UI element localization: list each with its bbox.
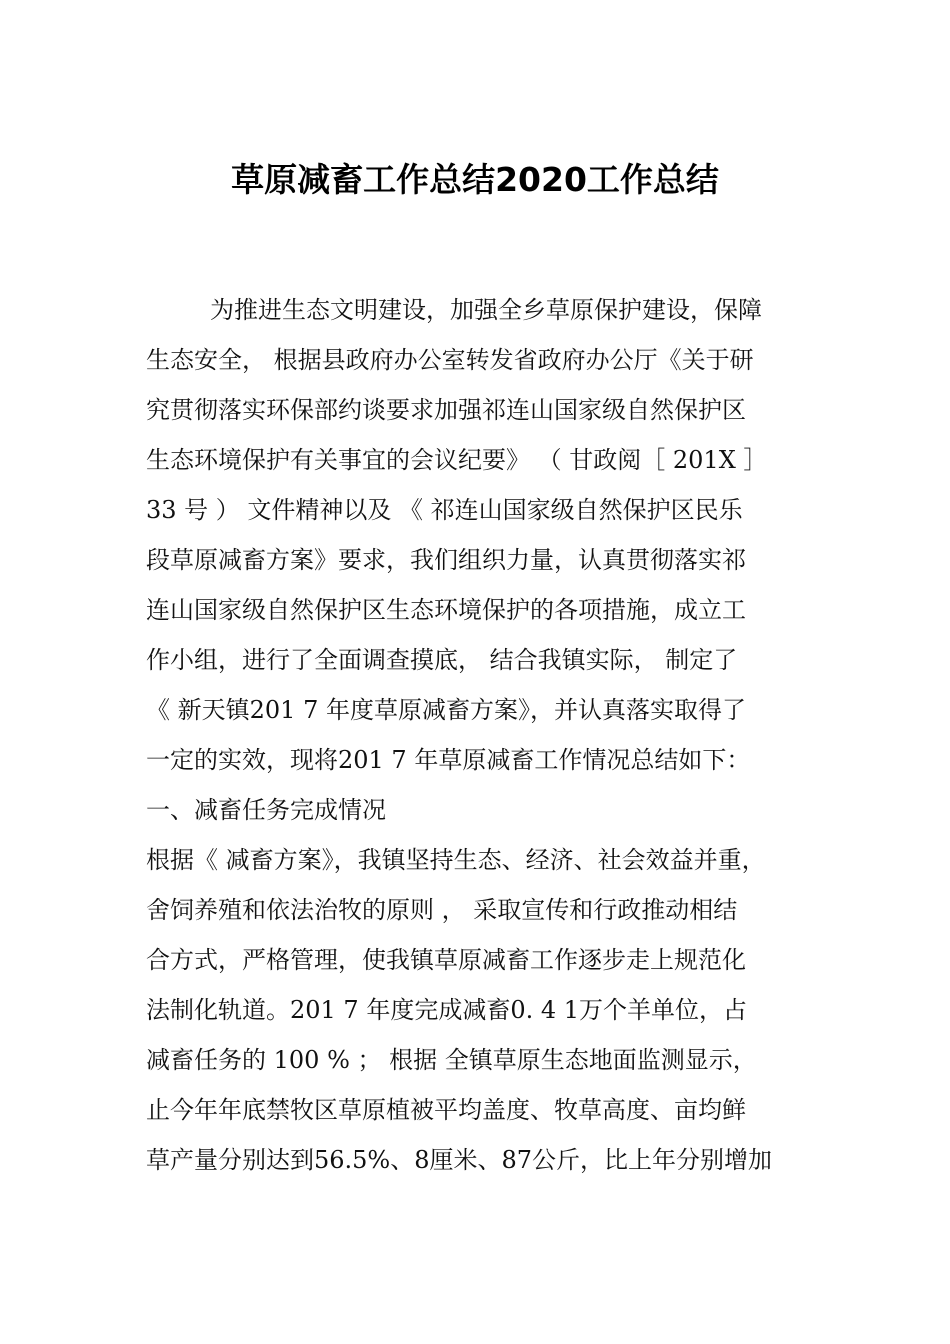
paragraph-line-8: 作小组，进行了全面调查摸底， 结合我镇实际， 制定了 [146, 646, 738, 674]
paragraph-line-1: 为推进生态文明建设，加强全乡草原保护建设，保障 [210, 296, 762, 324]
paragraph-line-2: 生态安全， 根据县政府办公室转发省政府办公厅《关于研 [146, 346, 754, 374]
paragraph-line-5: 33 号 ） 文件精神以及 《 祁连山国家级自然保护区民乐 [146, 496, 743, 524]
document-title: 草原减畜工作总结2020工作总结 [231, 160, 719, 199]
paragraph-line-12: 舍饲养殖和依法治牧的原则 ， 采取宣传和行政推动相结 [146, 896, 738, 924]
section-heading-1: 一、减畜任务完成情况 [146, 796, 386, 824]
paragraph-line-14: 法制化轨道。201 7 年度完成减畜0. 4 1万个羊单位，占 [146, 996, 748, 1024]
paragraph-line-6: 段草原减畜方案》要求，我们组织力量，认真贯彻落实祁 [146, 546, 746, 574]
paragraph-line-9: 《 新天镇201 7 年度草原减畜方案》，并认真落实取得了 [146, 696, 746, 724]
paragraph-line-4: 生态环境保护有关事宜的会议纪要》 （ 甘政阅［ 201X ］ [146, 446, 768, 474]
paragraph-line-15: 减畜任务的 100 % ； 根据 全镇草原生态地面监测显示， [146, 1046, 757, 1074]
paragraph-line-11: 根据《 减畜方案》，我镇坚持生态、经济、社会效益并重， [146, 846, 766, 874]
paragraph-line-7: 连山国家级自然保护区生态环境保护的各项措施，成立工 [146, 596, 746, 624]
paragraph-line-10: 一定的实效，现将201 7 年草原减畜工作情况总结如下： [146, 746, 751, 774]
paragraph-line-16: 止今年年底禁牧区草原植被平均盖度、牧草高度、亩均鲜 [146, 1096, 746, 1124]
paragraph-line-3: 究贯彻落实环保部约谈要求加强祁连山国家级自然保护区 [146, 396, 746, 424]
paragraph-line-13: 合方式，严格管理，使我镇草原减畜工作逐步走上规范化 [146, 946, 746, 974]
paragraph-line-17: 草产量分别达到56.5%、8厘米、87公斤，比上年分别增加 [146, 1146, 773, 1174]
